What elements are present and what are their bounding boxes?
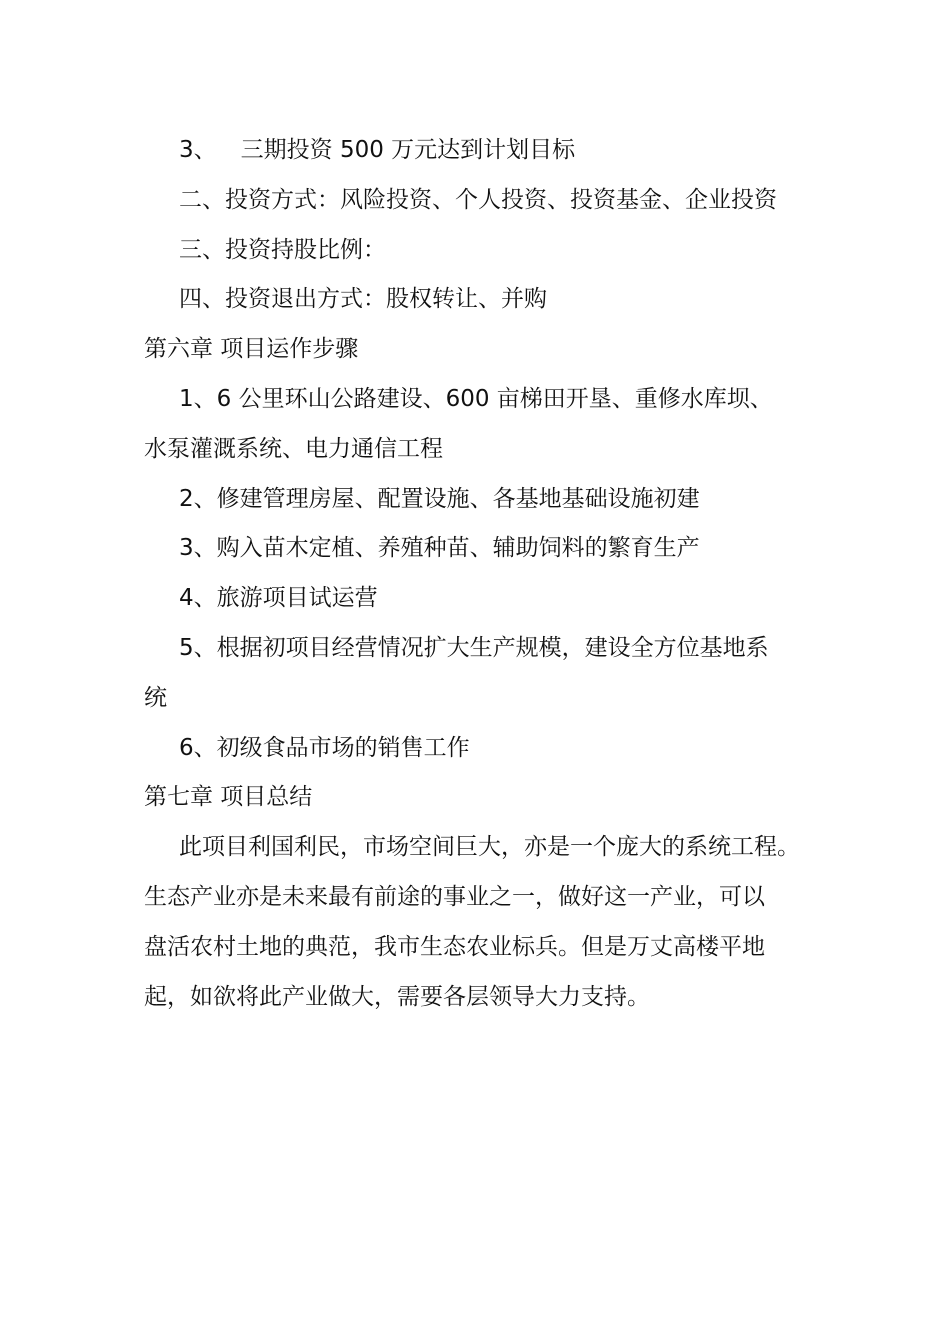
shareholding-ratio-line: 三、投资持股比例：	[179, 236, 386, 263]
summary-paragraph-line-3: 盘活农村土地的典范，我市生态农业标兵。但是万丈高楼平地	[144, 933, 765, 960]
exit-method-line: 四、投资退出方式：股权转让、并购	[179, 286, 547, 313]
chapter-seven-heading: 第七章 项目总结	[144, 784, 313, 811]
step-2-line: 2、修建管理房屋、配置设施、各基地基础设施初建	[179, 485, 700, 512]
step-5-line: 5、根据初项目经营情况扩大生产规模，建设全方位基地系	[179, 634, 769, 661]
chapter-six-heading: 第六章 项目运作步骤	[144, 336, 359, 363]
list-item-phase-3	[144, 126, 824, 176]
list-number: 3、	[179, 137, 217, 163]
step-5-continuation: 统	[144, 684, 167, 711]
step-4-line: 4、旅游项目试运营	[179, 585, 378, 612]
step-6-line: 6、初级食品市场的销售工作	[179, 734, 470, 761]
step-1-continuation: 水泵灌溉系统、电力通信工程	[144, 435, 443, 462]
investment-method-line: 二、投资方式：风险投资、个人投资、投资基金、企业投资	[179, 186, 777, 213]
summary-paragraph-line-1: 此项目利国利民，市场空间巨大，亦是一个庞大的系统工程。	[179, 834, 800, 861]
list-item-text: 三期投资 500 万元达到计划目标	[240, 137, 576, 163]
summary-paragraph-line-4: 起，如欲将此产业做大，需要各层领导大力支持。	[144, 983, 650, 1010]
summary-paragraph-line-2: 生态产业亦是未来最有前途的事业之一，做好这一产业，可以	[144, 883, 765, 910]
document-body	[144, 126, 824, 1022]
step-3-line: 3、购入苗木定植、养殖种苗、辅助饲料的繁育生产	[179, 535, 700, 562]
step-1-line: 1、6 公里环山公路建设、600 亩梯田开垦、重修水库坝、	[179, 385, 773, 412]
